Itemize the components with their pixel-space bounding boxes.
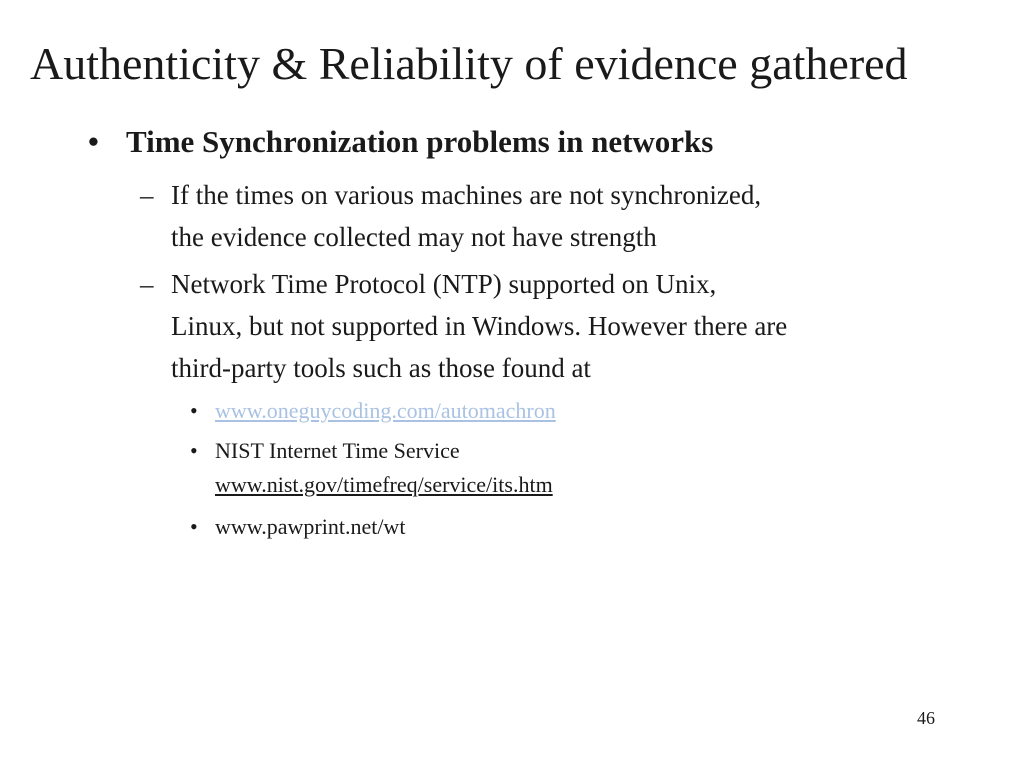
- resource-label: NIST Internet Time Service: [215, 438, 460, 463]
- nist-link[interactable]: www.nist.gov/timefreq/service/its.htm: [215, 472, 553, 497]
- dash-glyph: –: [140, 269, 154, 299]
- dash-glyph: –: [140, 180, 154, 210]
- sub-point-line: Network Time Protocol (NTP) supported on Unix,: [171, 269, 717, 299]
- page-number: 46: [917, 708, 935, 728]
- sub-point-line: the evidence collected may not have strength: [171, 222, 657, 252]
- slide-title: Authenticity & Reliability of evidence gathered: [30, 38, 908, 89]
- sub-point-line: Linux, but not supported in Windows. However there are: [171, 311, 788, 341]
- automachron-link[interactable]: www.oneguycoding.com/automachron: [215, 398, 556, 423]
- resource-label: www.pawprint.net/wt: [215, 514, 406, 539]
- bullet-glyph: •: [190, 398, 198, 423]
- bullet-glyph: •: [190, 438, 198, 463]
- bullet-glyph: •: [88, 124, 99, 159]
- sub-point-line: If the times on various machines are not synchronized,: [171, 180, 762, 210]
- main-heading: Time Synchronization problems in networks: [126, 124, 714, 159]
- sub-point-line: third-party tools such as those found at: [171, 353, 591, 383]
- bullet-glyph: •: [190, 514, 198, 539]
